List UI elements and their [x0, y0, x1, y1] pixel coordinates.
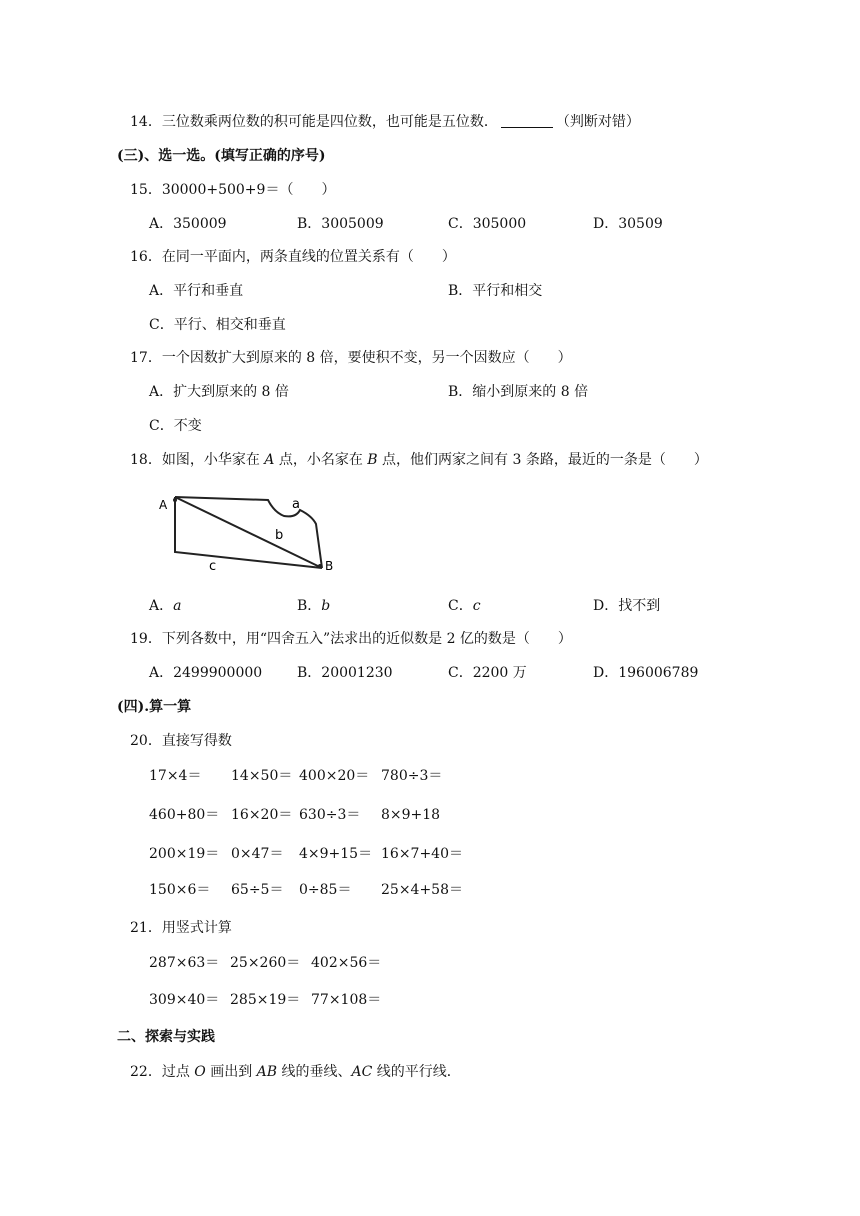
question-18-option-b[interactable]: B．b: [297, 598, 331, 614]
calc-item: 25×260＝: [230, 955, 301, 971]
section-3-title: (三)、选一选。(填写正确的序号): [117, 148, 326, 164]
calc-item: 150×6＝: [149, 882, 211, 898]
question-17-text: 17．一个因数扩大到原来的 8 倍，要使积不变，另一个因数应（ ）: [130, 350, 572, 366]
question-19-option-b[interactable]: B．20001230: [297, 665, 393, 681]
calc-item: 780÷3＝: [381, 768, 443, 784]
calc-item: 309×40＝: [149, 992, 220, 1008]
calc-item: 287×63＝: [149, 955, 220, 971]
calc-item: 77×108＝: [311, 992, 382, 1008]
question-15-option-b[interactable]: B．3005009: [297, 216, 384, 232]
calc-item: 17×4＝: [149, 768, 202, 784]
question-17-option-b[interactable]: B．缩小到原来的 8 倍: [448, 384, 589, 400]
calc-item: 0÷85＝: [299, 882, 352, 898]
question-20-text: 20．直接写得数: [130, 733, 232, 749]
calc-item: 400×20＝: [299, 768, 370, 784]
question-19-option-a[interactable]: A．2499900000: [149, 665, 263, 681]
question-18-option-a[interactable]: A．a: [149, 598, 182, 614]
section-explore-title: 二、探索与实践: [117, 1029, 215, 1045]
calc-item: 402×56＝: [311, 955, 382, 971]
question-18-option-d[interactable]: D．找不到: [593, 598, 661, 614]
point-a-dot: [173, 498, 177, 502]
question-22-text: 22．过点 O 画出到 AB 线的垂线、AC 线的平行线．: [130, 1064, 461, 1080]
question-17-option-a[interactable]: A．扩大到原来的 8 倍: [149, 384, 289, 400]
calc-item: 14×50＝: [231, 768, 293, 784]
question-14-text: 14．三位数乘两位数的积可能是四位数，也可能是五位数．: [130, 114, 498, 130]
point-b-dot: [318, 564, 322, 568]
calc-item: 285×19＝: [230, 992, 301, 1008]
calc-item: 0×47＝: [231, 846, 284, 862]
figure-label-A: A: [159, 498, 168, 512]
point-a-label: A: [264, 452, 275, 468]
question-21-text: 21．用竖式计算: [130, 920, 232, 936]
figure-label-b: b: [275, 528, 284, 543]
calc-item: 200×19＝: [149, 846, 220, 862]
answer-blank[interactable]: [501, 113, 553, 128]
question-19-option-d[interactable]: D．196006789: [593, 665, 699, 681]
figure-label-c: c: [209, 559, 217, 574]
question-15-option-c[interactable]: C．305000: [448, 216, 527, 232]
point-b-label: B: [367, 452, 378, 468]
route-figure: [150, 488, 350, 588]
calc-item: 4×9+15＝: [299, 846, 373, 862]
question-18-option-c[interactable]: C．c: [448, 598, 481, 614]
question-16-text: 16．在同一平面内，两条直线的位置关系有（ ）: [130, 249, 456, 265]
figure-label-a: a: [292, 497, 300, 512]
calc-item: 16×20＝: [231, 807, 293, 823]
question-18-text: 18．如图，小华家在 A 点，小名家在 B 点，他们两家之间有 3 条路，最近的一条是（ ）: [130, 452, 708, 468]
question-14-suffix: （判断对错）: [555, 114, 640, 130]
calc-item: 25×4+58＝: [381, 882, 463, 898]
section-4-title: (四).算一算: [117, 699, 192, 715]
question-16-option-c[interactable]: C．平行、相交和垂直: [149, 317, 286, 333]
calc-item: 65÷5＝: [231, 882, 284, 898]
question-19-text: 19．下列各数中，用“四舍五入”法求出的近似数是 2 亿的数是（ ）: [130, 631, 572, 647]
calc-item: 630÷3＝: [299, 807, 361, 823]
calc-item: 8×9+18: [381, 807, 441, 823]
question-16-option-b[interactable]: B．平行和相交: [448, 283, 543, 299]
question-17-option-c[interactable]: C．不变: [149, 418, 202, 434]
calc-item: 460+80＝: [149, 807, 220, 823]
question-15-option-a[interactable]: A．350009: [149, 216, 227, 232]
question-16-option-a[interactable]: A．平行和垂直: [149, 283, 244, 299]
question-19-option-c[interactable]: C．2200 万: [448, 665, 527, 681]
figure-label-B: B: [325, 559, 334, 573]
calc-item: 16×7+40＝: [381, 846, 463, 862]
question-15-option-d[interactable]: D．30509: [593, 216, 663, 232]
question-14: [130, 112, 640, 132]
question-15-text: 15．30000+500+9＝（ ）: [130, 182, 336, 198]
